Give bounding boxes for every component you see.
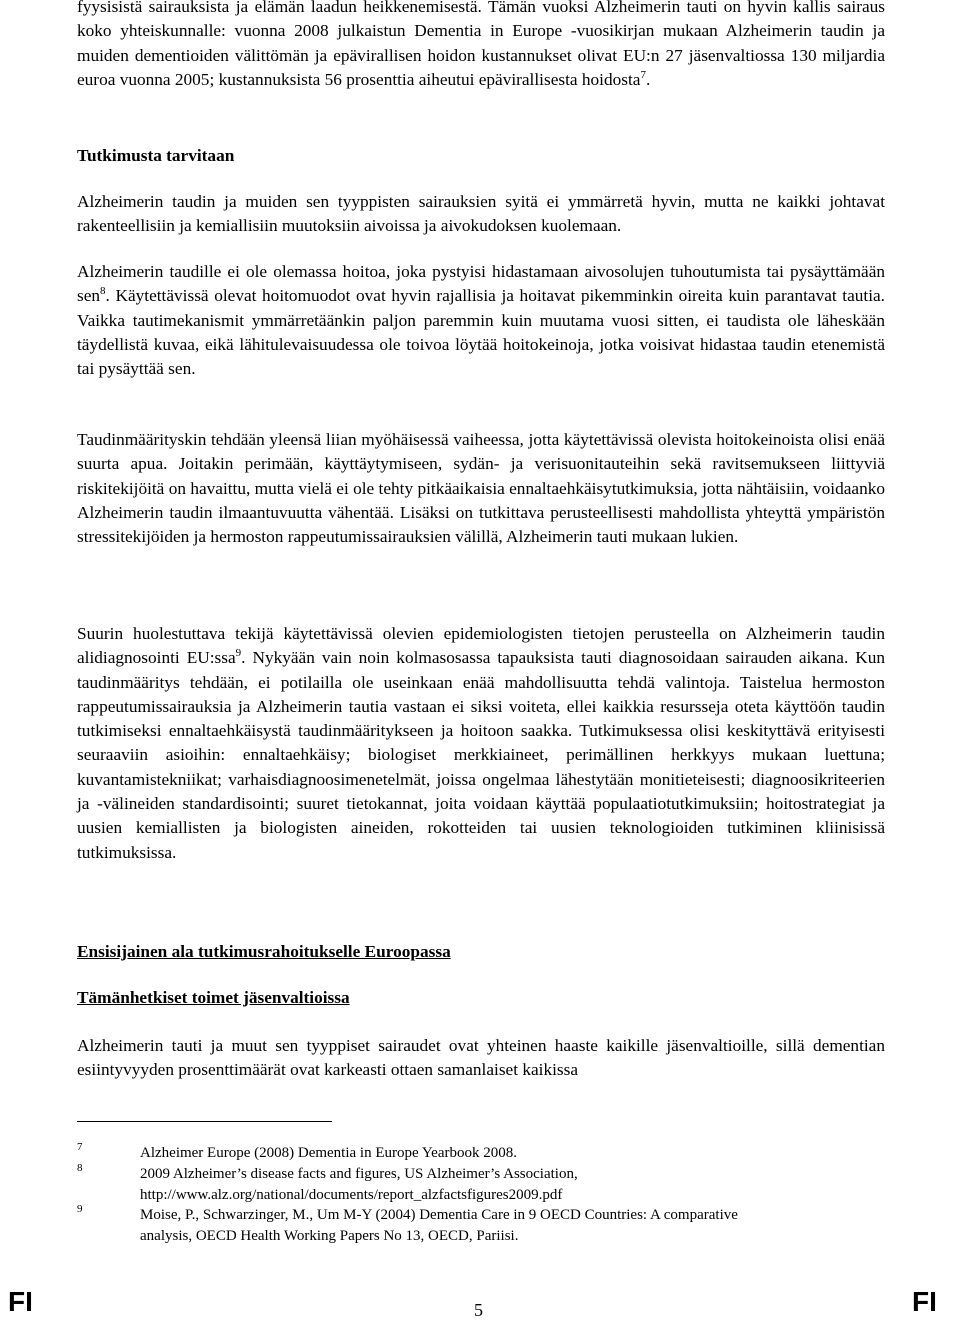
heading-tamanhetkiset-toimet: Tämänhetkiset toimet jäsenvaltioissa xyxy=(77,988,350,1007)
footnote-text: Alzheimer Europe (2008) Dementia in Europe Yearbook 2008. xyxy=(140,1145,517,1161)
footnote-9-continuation: analysis, OECD Health Working Papers No 13, OECD, Pariisi. xyxy=(140,1228,519,1244)
footnote-8-url[interactable]: http://www.alz.org/national/documents/report_alzfactsfigures2009.pdf xyxy=(140,1187,563,1203)
footer-language-left: FI xyxy=(8,1286,33,1317)
footnote-divider xyxy=(77,1121,332,1122)
footnote-number: 9 xyxy=(77,1203,83,1215)
paragraph-2: Alzheimerin taudin ja muiden sen tyyppisten sairauksien syitä ei ymmärretä hyvin, mutta ne kaikki johtavat rakenteellisiin ja kemiallisiin muutoksiin aivoissa ja aivokudoksen kuolemaan. xyxy=(77,192,885,236)
footnote-ref-7[interactable]: 7 xyxy=(640,69,646,82)
footnote-text: Moise, P., Schwarzinger, M., Um M-Y (2004) Dementia Care in 9 OECD Countries: A comparative xyxy=(140,1207,738,1223)
footnote-number: 7 xyxy=(77,1141,83,1153)
page-number: 5 xyxy=(474,1300,483,1320)
heading-tutkimusta-tarvitaan: Tutkimusta tarvitaan xyxy=(77,146,235,165)
footer-language-right: FI xyxy=(912,1286,937,1317)
paragraph-1: fyysisistä sairauksista ja elämän laadun heikkenemisestä. Tämän vuoksi Alzheimerin tauti on hyvin kallis sairaus koko yhteiskunnalle: vuonna 2008 julkaistun Dementia in Europe -vuosikirjan mukaan Alzheimerin taudin ja muiden dementioiden välittömän ja epävirallisen hoidon kustannukset olivat EU:n 27 jäsenvaltiossa 130 miljardia euroa vuonna 2005; kustannuksista 56 prosenttia aiheutui epävirallisesta hoidosta$^7$. xyxy=(77,0,885,89)
paragraph-4: Taudinmäärityskin tehdään yleensä liian myöhäisessä vaiheessa, jotta käytettävissä olevista hoitokeinoista olisi enää suurta apua. Joitakin perimään, käyttäytymiseen, sydän- ja verisuonitauteihin sekä ravitsemukseen liittyviä riskitekijöitä on havaittu, mutta vielä ei ole tehty pitkäaikaisia ennaltaehkäisytutkimuksia, jotta nähtäisiin, voidaanko Alzheimerin taudin ilmaantuvuutta vähentää. Lisäksi on tutkittava perusteellisesti mahdollista yhteyttä ympäristön stressitekijöiden ja hermoston rappeutumissairauksien välillä, Alzheimerin tauti mukaan lukien. xyxy=(77,430,885,547)
heading-ensisijainen-ala: Ensisijainen ala tutkimusrahoitukselle Euroopassa xyxy=(77,942,451,961)
footnote-number: 8 xyxy=(77,1162,83,1174)
paragraph-5: Suurin huolestuttava tekijä käytettävissä olevien epidemiologisten tietojen perusteella on Alzheimerin taudin alidiagnosointi EU:ssa$^9$. Nykyään vain noin kolmasosassa tapauksista tauti diagnosoidaan sairauden aikana. Kun taudinmääritys tehdään, ei potilailla ole useinkaan enää mahdollisuutta tehdä valintoja. Taistelua hermoston rappeutumissairauksia ja Alzheimerin tautia vastaan ei siksi voiteta, ellei kaikkia resursseja oteta käyttöön taudin tutkimiseksi ennaltaehkäisystä taudinmääritykseen ja hoitoon saakka. Tutkimuksessa olisi keskityttävä erityisesti seuraaviin asioihin: ennaltaehkäisy; biologiset merkkiaineet, perimällinen herkkyys mukaan luettuna; kuvantamistekniikat; varhaisdiagnoosimenetelmät, joissa ongelmaa lähestytään monitieteisesti; diagnoosikriteerien ja -välineiden standardisointi; suuret tietokannat, joita voidaan käyttää populaatiotutkimuksiin; hoitostrategiat ja uusien kemiallisten ja biologisten aineiden, rokotteiden tai uusien teknologioiden tutkiminen kliinisissä tutkimuksissa. xyxy=(77,624,886,862)
footnote-ref-8[interactable]: 8 xyxy=(100,285,106,298)
paragraph-6: Alzheimerin tauti ja muut sen tyyppiset sairaudet ovat yhteinen haaste kaikille jäsenvaltioille, sillä dementian esiintyvyyden prosenttimäärät ovat karkeasti ottaen samanlaiset kaikissa xyxy=(77,1036,885,1080)
footnote-ref-9[interactable]: 9 xyxy=(235,647,242,660)
footnote-text: 2009 Alzheimer’s disease facts and figures, US Alzheimer’s Association, xyxy=(140,1166,578,1182)
paragraph-3: Alzheimerin taudille ei ole olemassa hoitoa, joka pystyisi hidastamaan aivosolujen tuhoutumista tai pysäyttämään sen$^8$. Käytettävissä olevat hoitomuodot ovat hyvin rajallisia ja hoitavat pikemminkin oireita kuin parantavat tautia. Vaikka tautimekanismit ymmärretäänkin paljon paremmin kuin muutama vuosi sitten, ei taudista ole läheskään täydellistä kuvaa, eikä lähitulevaisuudessa ole toivoa löytää hoitokeinoja, jotka voisivat hidastaa taudin etenemistä tai pysäyttää sen. xyxy=(77,262,885,379)
